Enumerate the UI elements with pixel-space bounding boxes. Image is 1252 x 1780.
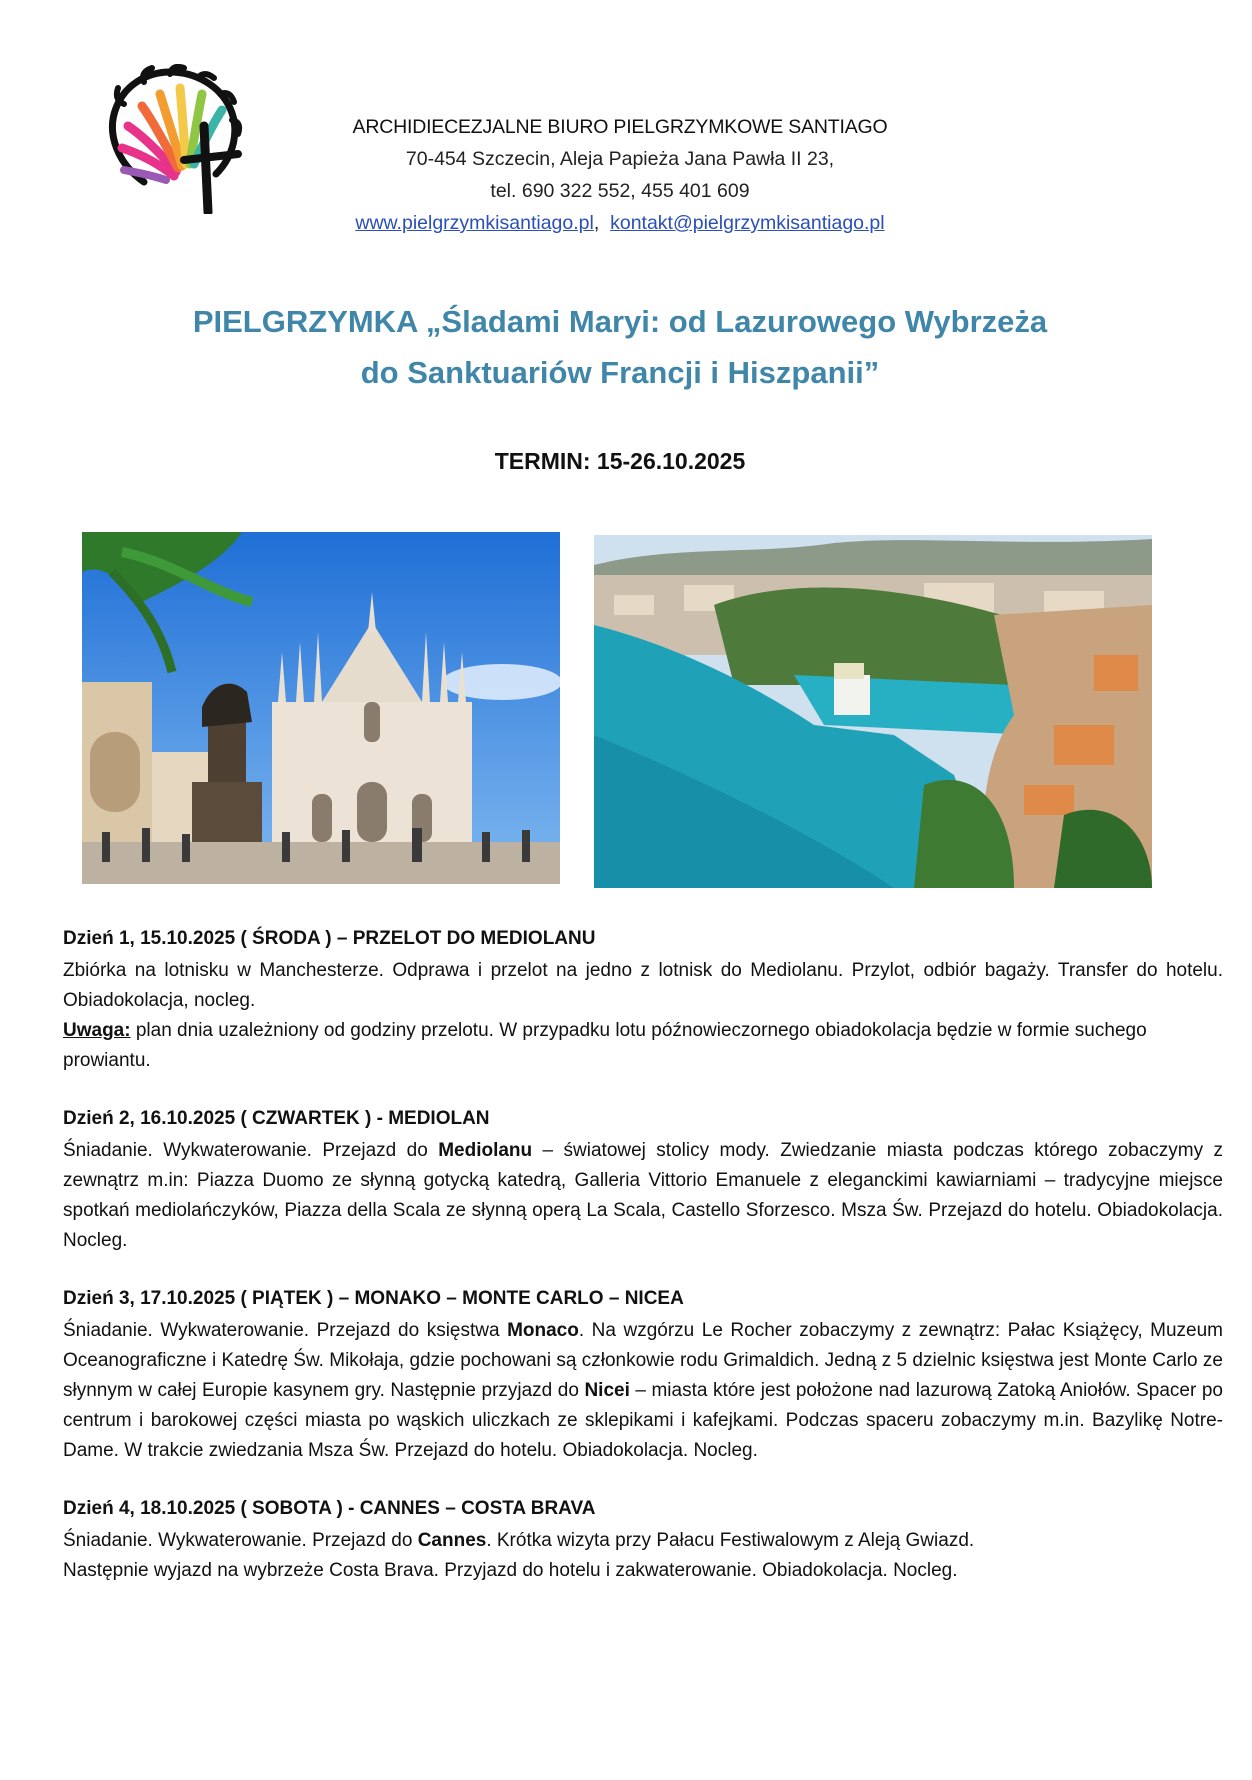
organization-address: 70-454 Szczecin, Aleja Papieża Jana Pawła II 23, — [405, 148, 835, 170]
text-segment: . Krótka wizyta przy Pałacu Festiwalowym z Aleją Gwiazd. — [486, 1530, 975, 1551]
website-link[interactable]: www.pielgrzymkisantiago.pl — [355, 212, 594, 234]
note-label: Uwaga: — [63, 1020, 131, 1041]
organization-links — [300, 212, 940, 235]
note-text: plan dnia uzależniony od godziny przelotu. W przypadku lotu późnowieczornego obiadokolacja będzie w formie suchego prowiantu. — [63, 1020, 1147, 1071]
organization-header — [300, 116, 940, 235]
text-segment: – miasta które jest położone nad lazurową Zatoką Aniołów. Spacer po centrum i barokowej części miasta po wąskich uliczkach ze sklepikami i kafejkami. Podczas spaceru zobaczymy m.in. Bazylikę Notre-Dame. W trakcie zwiedzania Msza Św. Przejazd do hotelu. Obiadokolacja. Nocleg. — [63, 1380, 1223, 1461]
day-heading: Dzień 2, 16.10.2025 ( CZWARTEK ) - MEDIOLAN — [63, 1108, 490, 1129]
day-description — [63, 1136, 1223, 1256]
organization-phone: tel. 690 322 552, 455 401 609 — [490, 180, 750, 202]
title-line-2: do Sanktuariów Francji i Hiszpanii” — [360, 355, 880, 390]
milan-cathedral-photo — [82, 532, 560, 884]
day-description: Zbiórka na lotnisku w Manchesterze. Odprawa i przelot na jedno z lotnisk do Mediolanu. Przylot, odbiór bagaży. Transfer do hotelu. Obiadokolacja, nocleg. — [63, 960, 1223, 1011]
email-link[interactable]: kontakt@pielgrzymkisantiago.pl — [610, 212, 885, 234]
pilgrimage-title — [60, 296, 1180, 398]
organization-name: ARCHIDIECEZJALNE BIURO PIELGRZYMKOWE SANTIAGO — [352, 116, 888, 138]
day-1 — [63, 926, 1223, 1076]
day-description — [63, 1316, 1223, 1466]
day-heading: Dzień 1, 15.10.2025 ( ŚRODA ) – PRZELOT DO MEDIOLANU — [63, 928, 596, 949]
place-name: Monaco — [507, 1320, 579, 1341]
place-name: Mediolanu — [438, 1140, 533, 1161]
day-description — [63, 1526, 1223, 1586]
trip-dates: TERMIN: 15-26.10.2025 — [494, 448, 746, 474]
text-segment: Śniadanie. Wykwaterowanie. Przejazd do — [63, 1140, 439, 1161]
text-segment: . Na wzgórzu Le Rocher zobaczymy z zewnątrz: Pałac Książęcy, Muzeum Oceanograficzne i Katedrę Św. Mikołaja, gdzie pochowani są członkowie rodu Grimaldich. Jedną z 5 dzielnic księstwa jest Monte Carlo ze słynnym w całej Europie kasynem gry. Następnie przyjazd do — [63, 1320, 1223, 1401]
day-2 — [63, 1106, 1223, 1256]
place-name: Cannes — [417, 1530, 487, 1551]
text-segment: Następnie wyjazd na wybrzeże Costa Brava. Przyjazd do hotelu i zakwaterowanie. Obiadokolacja. Nocleg. — [63, 1560, 958, 1581]
nice-coastline-photo — [594, 535, 1152, 888]
title-line-1: PIELGRZYMKA „Śladami Maryi: od Lazurowego Wybrzeża — [192, 304, 1048, 339]
day-heading: Dzień 4, 18.10.2025 ( SOBOTA ) - CANNES – COSTA BRAVA — [63, 1498, 596, 1519]
place-name: Nicei — [584, 1380, 630, 1401]
itinerary — [63, 926, 1223, 1616]
text-segment: Śniadanie. Wykwaterowanie. Przejazd do księstwa — [63, 1320, 508, 1341]
text-segment: – światowej stolicy mody. Zwiedzanie miasta podczas którego zobaczymy z zewnątrz m.in: Piazza Duomo ze słynną gotycką katedrą, Galleria Vittorio Emanuele z eleganckimi kawiarniami – tradycyjne miejsce spotkań mediolańczyków, Piazza della Scala ze słynną operą La Scala, Castello Sforzesco. Msza Św. Przejazd do hotelu. Obiadokolacja. Nocleg. — [63, 1140, 1223, 1251]
scallop-shell-cross-logo — [104, 64, 264, 214]
text-segment: Śniadanie. Wykwaterowanie. Przejazd do — [63, 1530, 418, 1551]
day-note — [63, 1016, 1223, 1076]
link-separator: , — [593, 212, 611, 234]
day-heading: Dzień 3, 17.10.2025 ( PIĄTEK ) – MONAKO – MONTE CARLO – NICEA — [63, 1288, 684, 1309]
day-4 — [63, 1496, 1223, 1586]
day-3 — [63, 1286, 1223, 1466]
